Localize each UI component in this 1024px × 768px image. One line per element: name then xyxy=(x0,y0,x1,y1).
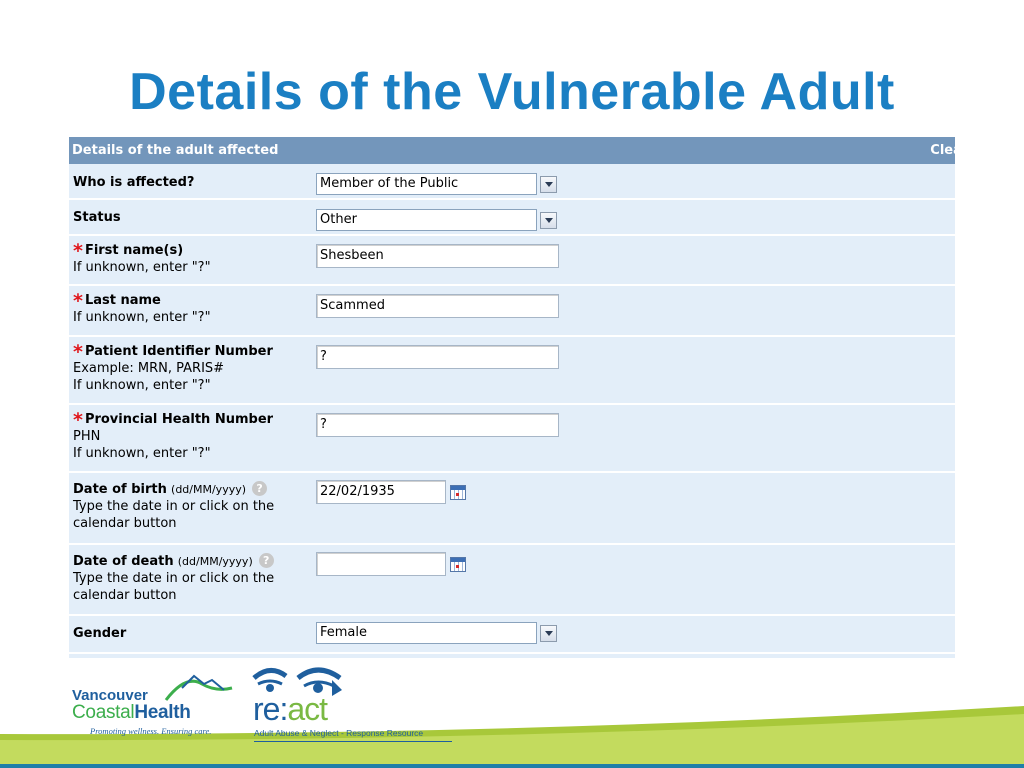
dob-hint-2: calendar button xyxy=(73,516,177,531)
vch-name-line2 xyxy=(72,702,191,724)
react-logo xyxy=(252,666,452,746)
vch-name-line1: Vancouver xyxy=(72,687,148,704)
vch-health: Health xyxy=(134,702,191,723)
gender-label-col xyxy=(73,625,303,642)
who-affected-select[interactable] xyxy=(316,173,557,195)
status-label-col xyxy=(73,209,303,226)
required-asterisk: * xyxy=(73,290,83,312)
react-re: re: xyxy=(253,691,288,727)
status-value[interactable]: Other xyxy=(316,209,537,231)
vch-tagline: Promoting wellness. Ensuring care. xyxy=(90,726,212,736)
dob-format: (dd/MM/yyyy) xyxy=(171,483,247,496)
chevron-down-icon[interactable] xyxy=(540,212,557,229)
form-header xyxy=(69,137,991,164)
first-name-hint: If unknown, enter "?" xyxy=(73,260,211,275)
help-icon[interactable]: ? xyxy=(259,553,274,568)
required-asterisk: * xyxy=(73,409,83,431)
calendar-icon[interactable] xyxy=(450,485,466,500)
status-select[interactable] xyxy=(316,209,557,231)
dod-label-col xyxy=(73,553,303,604)
dod-hint-2: calendar button xyxy=(73,588,177,603)
row-patient-identifier xyxy=(69,337,955,405)
who-affected-label: Who is affected? xyxy=(73,175,195,190)
vancouver-coastal-health-logo xyxy=(72,670,232,740)
mountain-icon xyxy=(164,670,234,704)
required-asterisk: * xyxy=(73,240,83,262)
phn-label-col xyxy=(73,411,303,462)
dob-input[interactable]: 22/02/1935 xyxy=(316,480,446,504)
phn-abbrev: PHN xyxy=(73,429,101,444)
row-first-name xyxy=(69,236,955,286)
dod-label: Date of death xyxy=(73,554,174,569)
react-wordmark xyxy=(253,691,328,727)
row-last-name xyxy=(69,286,955,337)
adult-details-form xyxy=(69,137,991,658)
last-name-label-col xyxy=(73,292,303,326)
row-date-of-death xyxy=(69,545,955,616)
first-name-input[interactable]: Shesbeen xyxy=(316,244,559,268)
dob-label-col xyxy=(73,481,303,532)
calendar-icon[interactable] xyxy=(450,557,466,572)
required-asterisk: * xyxy=(73,341,83,363)
patient-id-label-col xyxy=(73,343,303,394)
phn-hint: If unknown, enter "?" xyxy=(73,446,211,461)
patient-id-hint: If unknown, enter "?" xyxy=(73,378,211,393)
gender-label: Gender xyxy=(73,626,127,641)
first-name-label: First name(s) xyxy=(84,243,184,258)
phn-input[interactable]: ? xyxy=(316,413,559,437)
footer-logos xyxy=(0,660,1024,768)
last-name-label: Last name xyxy=(84,293,161,308)
who-affected-value[interactable]: Member of the Public xyxy=(316,173,537,195)
row-who-affected xyxy=(69,164,955,200)
row-date-of-birth xyxy=(69,473,955,545)
row-gender xyxy=(69,616,955,654)
dob-hint-1: Type the date in or click on the xyxy=(73,499,275,514)
gender-value[interactable]: Female xyxy=(316,622,537,644)
phn-label: Provincial Health Number xyxy=(84,412,274,427)
patient-id-label: Patient Identifier Number xyxy=(84,344,273,359)
dob-label: Date of birth xyxy=(73,482,167,497)
help-icon[interactable]: ? xyxy=(252,481,267,496)
chevron-down-icon[interactable] xyxy=(540,176,557,193)
gender-select[interactable] xyxy=(316,622,557,644)
dod-hint-1: Type the date in or click on the xyxy=(73,571,275,586)
chevron-down-icon[interactable] xyxy=(540,625,557,642)
react-tagline: Adult Abuse & Neglect - Response Resource xyxy=(254,728,452,742)
react-act: act xyxy=(287,691,328,727)
clear-section-link[interactable]: Clear Se xyxy=(930,143,991,158)
dod-format: (dd/MM/yyyy) xyxy=(177,555,253,568)
last-name-input[interactable]: Scammed xyxy=(316,294,559,318)
row-provincial-health-number xyxy=(69,405,955,473)
form-header-title: Details of the adult affected xyxy=(72,143,279,158)
vch-coastal: Coastal xyxy=(72,702,135,723)
who-affected-label-col xyxy=(73,174,303,191)
dod-input[interactable] xyxy=(316,552,446,576)
status-label: Status xyxy=(73,210,121,225)
last-name-hint: If unknown, enter "?" xyxy=(73,310,211,325)
patient-id-input[interactable]: ? xyxy=(316,345,559,369)
first-name-label-col xyxy=(73,242,303,276)
slide-title: Details of the Vulnerable Adult xyxy=(129,63,895,121)
row-status xyxy=(69,200,955,236)
patient-id-example: Example: MRN, PARIS# xyxy=(73,361,225,376)
